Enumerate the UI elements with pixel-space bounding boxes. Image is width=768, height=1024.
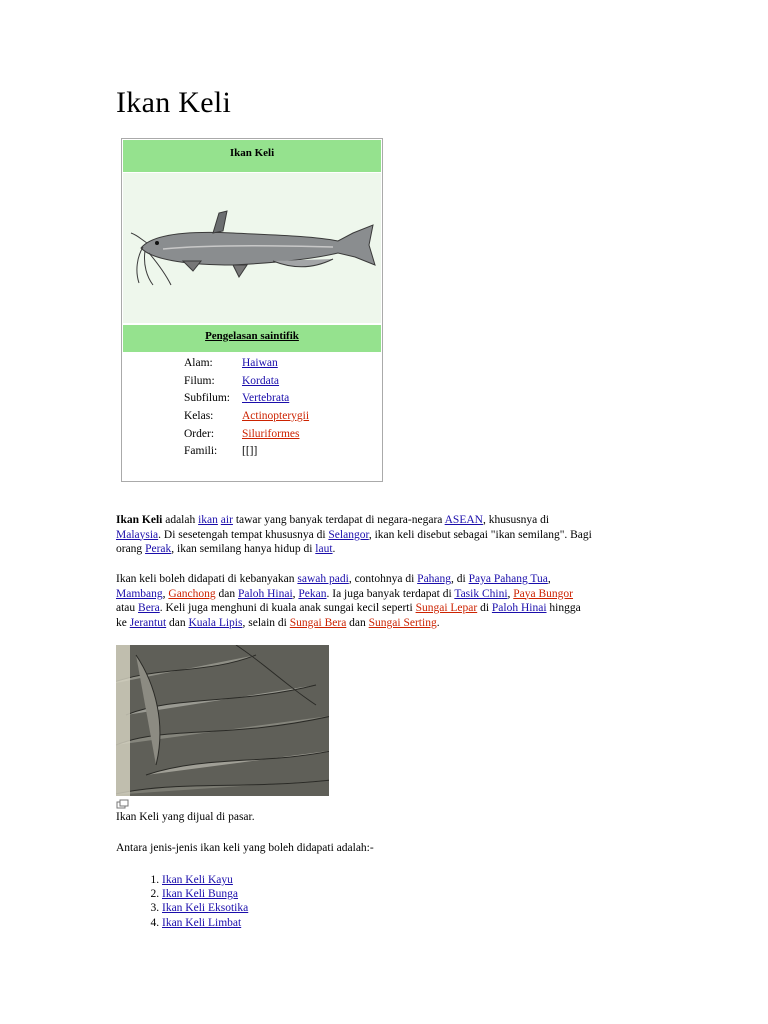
link-sungai-bera[interactable]: Sungai Bera xyxy=(289,616,347,629)
link-paloh-hinai[interactable]: Paloh Hinai xyxy=(238,587,293,600)
types-list xyxy=(116,873,248,930)
taxonomy-link[interactable]: Vertebrata xyxy=(242,392,290,405)
link-tasik-chini[interactable]: Tasik Chini xyxy=(454,587,508,600)
infobox-subheader: Pengelasan saintifik xyxy=(123,325,381,352)
taxonomy-key: Kelas: xyxy=(184,410,214,423)
bold-term: Ikan Keli xyxy=(116,514,163,526)
link-mambang[interactable]: Mambang xyxy=(116,587,163,600)
intro-paragraph: Ikan Keli adalah ikan air tawar yang banyak terdapat di negara-negara ASEAN, khususnya di Malaysia. Di sesetengah tempat khususnya di Selangor, ikan keli disebut sebagai "ikan semilang". Bagi orang Perak, ikan semilang hanya hidup di laut. xyxy=(116,514,592,555)
taxonomy-link[interactable]: Actinopterygii xyxy=(242,410,310,423)
type-link[interactable]: Ikan Keli Bunga xyxy=(162,888,239,901)
taxonomy-link[interactable]: Kordata xyxy=(242,374,280,387)
type-link[interactable]: Ikan Keli Kayu xyxy=(162,874,233,886)
taxonomy-key: Filum: xyxy=(184,374,215,387)
list-item xyxy=(162,901,248,915)
habitat-paragraph: Ikan keli boleh didapati di kebanyakan sawah padi, contohnya di Pahang, di Paya Pahang Tua, Mambang, Ganchong dan Paloh Hinai, Pekan. Ia juga banyak terdapat di Tasik Chini, Paya Bungor atau Bera. Keli juga menghuni di kuala anak sungai kecil seperti Sungai Lepar di Paloh Hinai hingga ke Jerantut dan Kuala Lipis, selain di Sungai Bera dan Sungai Serting. xyxy=(116,573,581,629)
infobox-title: Ikan Keli xyxy=(123,140,381,172)
type-link[interactable]: Ikan Keli Eksotika xyxy=(162,902,249,915)
link-ikan[interactable]: ikan xyxy=(198,514,218,526)
broken-image-icon xyxy=(116,796,130,806)
market-catfish-photo xyxy=(116,645,329,796)
link-laut[interactable]: laut xyxy=(315,543,333,555)
link-bera[interactable]: Bera xyxy=(138,602,160,614)
page-title: Ikan Keli xyxy=(116,86,232,119)
image-caption: Ikan Keli yang dijual di pasar. xyxy=(116,811,255,823)
link-ganchong[interactable]: Ganchong xyxy=(168,587,216,600)
taxonomy-key: Alam: xyxy=(184,357,213,369)
taxonomy-link[interactable]: Siluriformes xyxy=(242,427,300,440)
link-pekan[interactable]: Pekan xyxy=(298,587,327,600)
list-item xyxy=(162,873,248,887)
link-paya-bungor[interactable]: Paya Bungor xyxy=(513,587,574,600)
list-item xyxy=(162,916,248,930)
link-malaysia[interactable]: Malaysia xyxy=(116,528,159,541)
link-selangor[interactable]: Selangor xyxy=(328,528,369,541)
list-item xyxy=(162,887,248,901)
link-perak[interactable]: Perak xyxy=(145,543,172,555)
taxonomy-value: [[]] xyxy=(242,445,258,458)
taxonomy-key: Subfilum: xyxy=(184,392,231,405)
infobox xyxy=(121,138,383,482)
types-intro: Antara jenis-jenis ikan keli yang boleh didapati adalah:- xyxy=(116,842,374,854)
taxonomy-key: Famili: xyxy=(184,445,218,458)
link-paloh-hinai-2[interactable]: Paloh Hinai xyxy=(491,602,547,614)
link-paya-pahang-tua[interactable]: Paya Pahang Tua xyxy=(468,573,548,585)
link-sungai-lepar[interactable]: Sungai Lepar xyxy=(415,602,478,614)
taxonomy-key: Order: xyxy=(184,427,215,440)
link-pahang[interactable]: Pahang xyxy=(417,573,452,585)
type-link[interactable]: Ikan Keli Limbat xyxy=(162,916,242,929)
link-sungai-serting[interactable]: Sungai Serting xyxy=(368,616,437,629)
link-air[interactable]: air xyxy=(220,514,233,526)
taxonomy-link[interactable]: Haiwan xyxy=(242,357,278,369)
link-sawah-padi[interactable]: sawah padi xyxy=(297,573,349,585)
link-asean[interactable]: ASEAN xyxy=(444,514,483,526)
link-jerantut[interactable]: Jerantut xyxy=(129,616,167,629)
link-kuala-lipis[interactable]: Kuala Lipis xyxy=(188,616,243,629)
